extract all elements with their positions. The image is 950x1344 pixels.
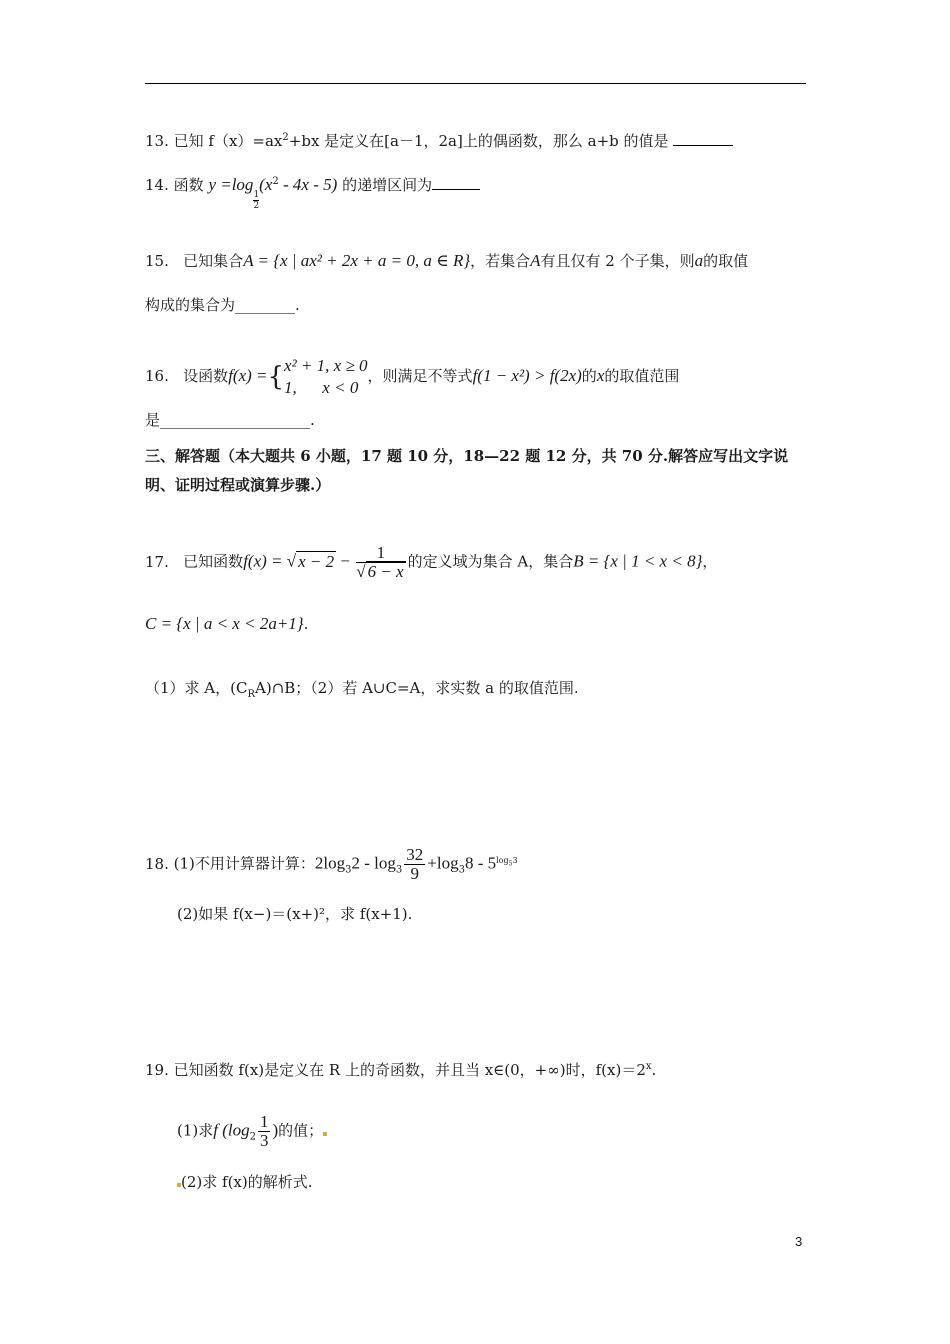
q14-sup: 2 — [272, 176, 279, 187]
q13-sup: 2 — [282, 132, 289, 143]
q16-tail: 的取值范围 — [604, 367, 680, 385]
q16-case1: x² + 1, x ≥ 0 — [284, 356, 368, 375]
section-3-heading: 三、解答题（本大题共 6 小题，17 题 10 分，18—22 题 12 分，共 70 分.解答应写出文字说 — [145, 447, 789, 465]
q17-lead: 已知函数 — [183, 552, 244, 571]
q19-frac-den: 3 — [259, 1131, 269, 1150]
q15-mid2: 有且仅有 2 个子集，则 — [540, 252, 695, 270]
question-18 — [145, 846, 518, 883]
q16-fx: f(x) = — [228, 366, 268, 385]
q19-p2: (2)求 f(x)的解析式. — [181, 1173, 313, 1191]
page-number: 3 — [795, 1234, 803, 1249]
q14-expr-a: y =log — [208, 175, 254, 194]
q19-part1 — [177, 1113, 327, 1150]
q17-parts-a: （1）求 A，(C — [145, 679, 248, 697]
q15-set-name: A — [530, 251, 541, 270]
q13-text-b: +bx 是定义在[a－1，2a]上的偶函数，那么 a+b 的值是 — [288, 132, 669, 150]
q16-cases — [284, 355, 368, 399]
q16-line2: 是____________________. — [145, 411, 315, 429]
q19-p1-a: f (log — [213, 1120, 250, 1140]
q16-case2: 1, x < 0 — [284, 378, 359, 397]
q18-frac-den: 9 — [410, 864, 420, 883]
question-number: 17. — [145, 552, 169, 571]
section-3-heading-line2: 明、证明过程或演算步骤.） — [145, 476, 331, 494]
q14-lead: 函数 — [173, 176, 204, 194]
header-rule — [145, 83, 806, 84]
question-15 — [145, 251, 748, 271]
q17-minus: − — [336, 551, 355, 571]
q17-frac-num: 1 — [356, 544, 405, 563]
q19-p1-tail: 的值； — [278, 1121, 324, 1140]
sqrt-symbol: √ — [286, 551, 297, 571]
q17-setC: C = {x | a < x < 2a+1} — [145, 614, 304, 633]
q16-brace: { — [267, 362, 285, 392]
q17-frac-den: √ 6 − x — [356, 562, 404, 581]
q18-part2: (2)如果 f(x−)＝(x+)²，求 f(x+1). — [177, 905, 413, 923]
answer-blank[interactable] — [673, 131, 733, 146]
q16-mid2: 的 — [581, 367, 597, 385]
q17-parts — [145, 678, 579, 705]
q16-var: x — [596, 366, 605, 385]
q19-frac-num: 1 — [259, 1112, 269, 1131]
q17-mid: 的定义域为集合 A，集合 — [407, 552, 574, 571]
q19-p1-lead: (1)求 — [177, 1121, 214, 1140]
question-number: 16. — [145, 367, 169, 385]
q17-setB: B = {x | 1 < x < 8} — [573, 551, 703, 571]
q14-expr-b: (x — [259, 175, 273, 194]
q18-frac-num: 32 — [406, 845, 424, 864]
q14-expr-c: - 4x - 5) — [278, 175, 338, 194]
q18-exponent: log53 — [496, 855, 518, 868]
q19-text-tail: . — [651, 1061, 657, 1079]
question-number: 15. — [145, 252, 169, 270]
question-number: 14. — [145, 176, 169, 194]
q18-sub1: 3 — [345, 864, 352, 876]
question-16 — [145, 355, 679, 399]
q19-p1-b: ) — [272, 1120, 279, 1140]
q13-text-a: 已知 f（x）=ax — [173, 132, 283, 150]
q17-period: . — [303, 615, 309, 633]
question-number: 13. — [145, 132, 169, 150]
q17-comma: ， — [702, 552, 718, 571]
q17-fx: f(x) = — [243, 551, 287, 571]
q18-sub2: 3 — [395, 864, 403, 876]
q19-text: 已知函数 f(x)是定义在 R 上的奇函数，并且当 x∈(0，+∞)时，f(x)＝2 — [173, 1061, 646, 1079]
question-17 — [145, 544, 717, 581]
q19-p1-sub: 2 — [249, 1131, 256, 1143]
q15-lead: 已知集合 — [183, 252, 244, 270]
q15-var: a — [694, 251, 704, 270]
q17-parts-sub: R — [247, 689, 256, 700]
orange-mark — [323, 1132, 327, 1136]
q18-frac — [404, 846, 425, 883]
question-number: 19. — [145, 1061, 169, 1079]
q18-p1-lead: (1)不用计算器计算： — [173, 854, 315, 873]
q19-frac — [258, 1113, 271, 1150]
q16-mid: ，则满足不等式 — [367, 367, 473, 385]
q16-lead: 设函数 — [183, 367, 229, 385]
q15-set-expr: A = {x | ax² + 2x + a = 0, a ∈ R} — [243, 251, 471, 270]
q15-tail: 的取值 — [703, 252, 749, 270]
q16-ineq: f(1 − x²) > f(2x) — [472, 366, 582, 385]
q14-tail: 的递增区间为 — [342, 176, 433, 194]
q17-setC-line — [145, 614, 308, 634]
q18-p1-b: 2 - log — [351, 853, 396, 873]
q17-sqrt1: x − 2 — [298, 551, 335, 571]
q18-p1-a: 2log — [314, 853, 346, 873]
q18-p1-d: 8 - 5 — [464, 853, 497, 873]
question-number: 18. — [145, 854, 169, 873]
q17-frac — [356, 544, 405, 581]
answer-blank[interactable] — [432, 175, 480, 190]
q19-part2 — [177, 1172, 313, 1192]
q18-p1-c: +log — [427, 853, 459, 873]
question-14 — [145, 172, 480, 211]
q15-mid: ，若集合 — [470, 252, 531, 270]
q18-sub3: 3 — [458, 864, 465, 876]
q17-parts-b: A)∩B；（2）若 A∪C=A，求实数 a 的取值范围. — [255, 679, 579, 697]
q15-line2: 构成的集合为________. — [145, 296, 300, 314]
q14-log-base: $\frac{1}{2}$ — [253, 190, 260, 211]
question-19 — [145, 1057, 656, 1080]
q19-sup: x — [645, 1061, 652, 1072]
question-13 — [145, 128, 733, 151]
